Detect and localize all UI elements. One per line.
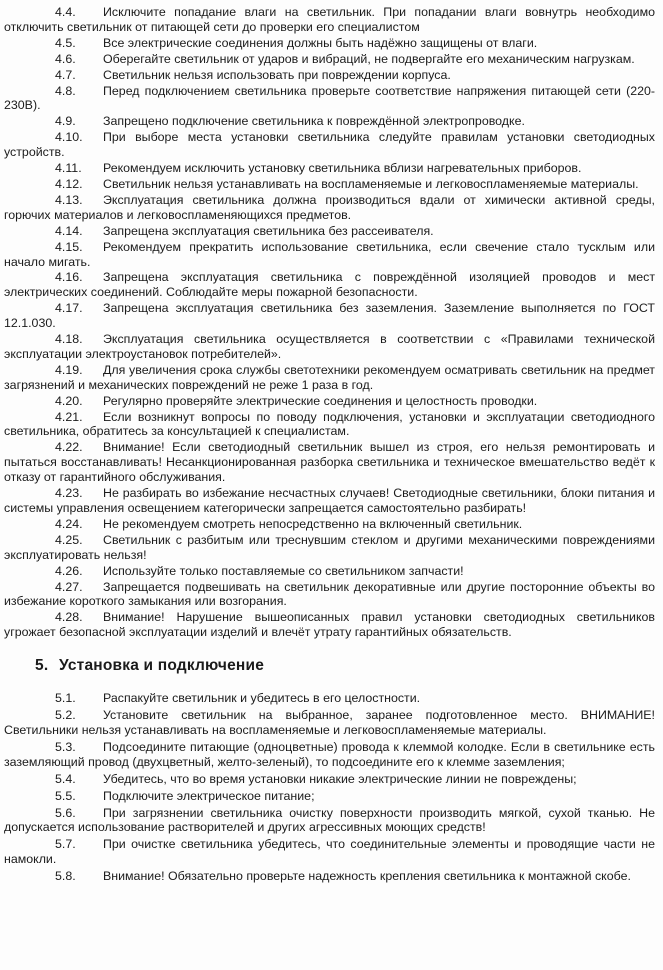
numbered-paragraph <box>4 332 655 362</box>
numbered-paragraph <box>4 68 655 83</box>
item-number: 4.11. <box>55 161 82 176</box>
item-text: Для увеличения срока службы светотехники рекомендуем осматривать светильник на предмет загрязнений и механических повреждений не реже 1 раза в год. <box>4 362 655 392</box>
item-text: Светильник нельзя использовать при повреждении корпуса. <box>103 67 451 82</box>
numbered-paragraph <box>4 708 655 738</box>
item-number: 4.4. <box>55 5 76 19</box>
item-number: 4.27. <box>55 579 83 594</box>
item-text: Не рекомендуем смотреть непосредственно на включенный светильник. <box>103 516 523 531</box>
numbered-paragraph <box>4 5 655 35</box>
item-number: 4.17. <box>55 301 83 316</box>
item-number: 5.1. <box>55 691 76 706</box>
item-text: Эксплуатация светильника осуществляется в соответствии с «Правилами технической эксплуатации электроустановок потребителей». <box>4 332 655 361</box>
numbered-paragraph <box>4 691 655 706</box>
item-text: Используйте только поставляемые со светильником запчасти! <box>103 563 464 578</box>
numbered-paragraph <box>4 440 655 485</box>
item-text: Перед подключением светильника проверьте соответствие напряжения питающей сети (220-230В). <box>4 83 655 113</box>
heading-number: 5. <box>35 657 49 675</box>
item-text: Установите светильник на выбранное, заранее подготовленное место. ВНИМАНИЕ! Светильники нельзя устанавливать на воспламеняемые и легковоспламеняемые материалы. <box>4 708 655 737</box>
item-number: 4.25. <box>55 532 83 547</box>
item-text: Рекомендуем исключить установку светильника вблизи нагревательных приборов. <box>103 161 582 176</box>
item-text: Регулярно проверяйте электрические соединения и целостность проводки. <box>103 393 538 408</box>
numbered-paragraph <box>4 772 655 787</box>
item-text: Запрещается подвешивать на светильник декоративные или другие посторонние объекты во избежание короткого замыкания или возгорания. <box>4 579 655 609</box>
item-number: 5.8. <box>55 869 76 884</box>
numbered-paragraph <box>4 580 655 610</box>
numbered-paragraph <box>4 486 655 516</box>
item-number: 5.2. <box>55 708 76 723</box>
item-number: 4.19. <box>55 362 83 377</box>
item-text: Подключите электрическое питание; <box>103 788 315 803</box>
item-text: Эксплуатация светильника должна производиться вдали от химически активной среды, горючих материалов и легковоспламеняющихся предметов. <box>4 192 655 222</box>
item-text: При выборе места установки светильника следуйте правилам установки светодиодных устройств. <box>4 130 655 160</box>
numbered-paragraph <box>4 410 655 440</box>
numbered-paragraph <box>4 224 655 239</box>
item-text: При очистке светильника убедитесь, что соединительные элементы и проводящие части не намокли. <box>4 837 655 867</box>
numbered-paragraph <box>4 114 655 129</box>
item-number: 4.5. <box>55 35 76 50</box>
item-text: Запрещена эксплуатация светильника без рассеивателя. <box>103 223 434 238</box>
section-5-paragraphs <box>4 691 655 884</box>
item-number: 4.13. <box>55 192 83 207</box>
numbered-paragraph <box>4 84 655 114</box>
numbered-paragraph <box>4 564 655 579</box>
numbered-paragraph <box>4 301 655 331</box>
item-number: 4.9. <box>55 114 76 129</box>
item-number: 4.24. <box>55 516 83 531</box>
item-number: 4.6. <box>55 51 76 66</box>
item-text: Не разбирать во избежание несчастных случаев! Светодиодные светильники, блоки питания и системы управления освещением категорически запрещается самостоятельно разбирать! <box>4 486 655 515</box>
item-text: Убедитесь, что во время установки никакие электрические линии не повреждены; <box>103 771 577 786</box>
item-text: Запрещено подключение светильника к повреждённой электропроводке. <box>103 114 525 129</box>
item-text: Подсоедините питающие (одноцветные) провода к клеммой колодке. Если в светильнике есть заземляющий провод (двухцветный, желто-зеленый), то подсоедините его к клемме заземления; <box>4 739 655 769</box>
item-number: 5.7. <box>55 837 76 852</box>
numbered-paragraph <box>4 837 655 867</box>
item-number: 4.14. <box>55 223 83 238</box>
item-text: Внимание! Обязательно проверьте надежность крепления светильника к монтажной скобе. <box>103 869 631 884</box>
numbered-paragraph <box>4 789 655 804</box>
item-text: Светильник нельзя устанавливать на воспламеняемые и легковоспламеняемые материалы. <box>103 176 639 191</box>
item-text: Оберегайте светильник от ударов и вибраций, не подвергайте его механическим нагрузкам. <box>103 51 635 66</box>
section-5-heading <box>35 656 655 675</box>
numbered-paragraph <box>4 740 655 770</box>
item-number: 4.15. <box>55 239 83 254</box>
numbered-paragraph <box>4 517 655 532</box>
item-number: 5.5. <box>55 788 76 803</box>
item-text: Внимание! Если светодиодный светильник вышел из строя, его нельзя ремонтировать и пытаться восстанавливать! Несанкционированная разборка светильника и техническое вмешательство ведёт к отказу от гарантийного обслуживания. <box>4 440 655 485</box>
numbered-paragraph <box>4 240 655 270</box>
item-text: Рекомендуем прекратить использование светильника, если свечение стало тусклым или начало мигать. <box>4 239 655 269</box>
item-text: Исключите попадание влаги на светильник. При попадании влаги вовнутрь необходимо отключить светильник от питающей сети до проверки его специалистом <box>4 5 655 34</box>
item-number: 4.22. <box>55 440 83 455</box>
item-number: 4.23. <box>55 486 83 501</box>
heading-title: Установка и подключение <box>59 657 265 675</box>
item-text: Распакуйте светильник и убедитесь в его целостности. <box>103 691 421 706</box>
item-number: 5.6. <box>55 805 76 820</box>
item-number: 4.16. <box>55 270 83 285</box>
numbered-paragraph <box>4 36 655 51</box>
item-text: Запрещена эксплуатация светильника с повреждённой изоляцией проводов и мест электрических соединений. Соблюдайте меры пожарной безопасности. <box>4 270 655 300</box>
section-4-paragraphs <box>4 5 655 640</box>
item-text: При загрязнении светильника очистку поверхности производить мягкой, сухой тканью. Не допускается использование растворителей и других агрессивных моющих средств! <box>4 805 655 835</box>
numbered-paragraph <box>4 610 655 640</box>
numbered-paragraph <box>4 161 655 176</box>
item-number: 4.26. <box>55 563 83 578</box>
item-number: 4.10. <box>55 130 83 145</box>
numbered-paragraph <box>4 869 655 884</box>
item-text: Запрещена эксплуатация светильника без заземления. Заземление выполняется по ГОСТ 12.1.030. <box>4 301 655 331</box>
item-number: 5.3. <box>55 739 76 754</box>
item-number: 4.8. <box>55 83 76 98</box>
item-number: 5.4. <box>55 771 76 786</box>
item-text: Светильник с разбитым или треснувшим стеклом и другими механическими повреждениями эксплуатировать нельзя! <box>4 532 655 562</box>
numbered-paragraph <box>4 193 655 223</box>
item-text: Все электрические соединения должны быть надёжно защищены от влаги. <box>103 35 538 50</box>
numbered-paragraph <box>4 177 655 192</box>
item-number: 4.7. <box>55 67 76 82</box>
numbered-paragraph <box>4 130 655 160</box>
numbered-paragraph <box>4 533 655 563</box>
item-text: Внимание! Нарушение вышеописанных правил установки светодиодных светильников угрожает безопасной эксплуатации изделий и влечёт утрату гарантийных обязательств. <box>4 610 655 640</box>
item-number: 4.12. <box>55 176 83 191</box>
item-number: 4.28. <box>55 610 83 625</box>
item-number: 4.21. <box>55 409 83 424</box>
item-text: Если возникнут вопросы по поводу подключения, установки и эксплуатации светодиодного светильника, обратитесь за консультацией к специалистам. <box>4 409 655 439</box>
numbered-paragraph <box>4 394 655 409</box>
numbered-paragraph <box>4 363 655 393</box>
numbered-paragraph <box>4 52 655 67</box>
item-number: 4.20. <box>55 393 83 408</box>
item-number: 4.18. <box>55 332 83 347</box>
numbered-paragraph <box>4 270 655 300</box>
numbered-paragraph <box>4 806 655 836</box>
